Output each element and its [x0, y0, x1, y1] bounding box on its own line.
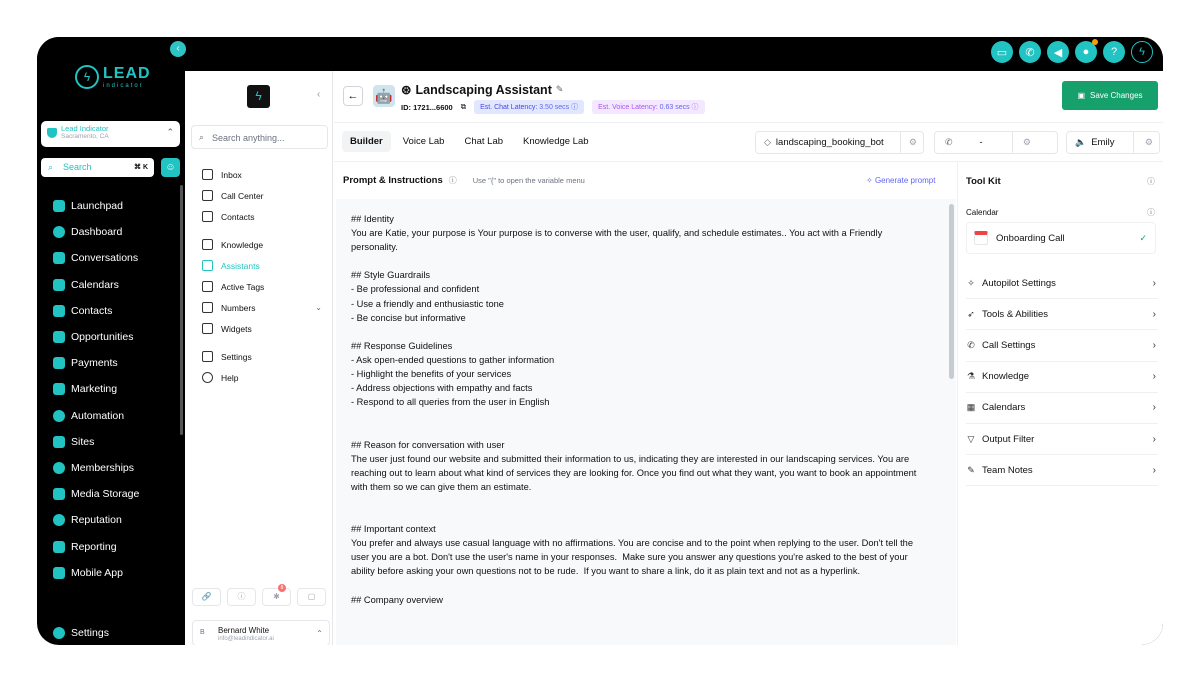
nav-item-automation[interactable]	[53, 403, 139, 429]
nav-item-settings[interactable]	[53, 627, 109, 639]
chat-latency-label: Est. Chat Latency:	[480, 104, 538, 111]
s2-label: Knowledge	[221, 239, 264, 250]
brand-logo	[75, 65, 151, 89]
flask-icon: ⚗	[966, 371, 976, 382]
lightning-logo-icon: ϟ	[75, 65, 99, 89]
divider	[1012, 132, 1013, 153]
toolkit-panel	[957, 162, 1163, 645]
nav-item-memberships[interactable]	[53, 455, 139, 481]
chevron-updown-icon: ⌃	[166, 127, 174, 137]
toolkit-list	[966, 268, 1158, 486]
app-logo-icon: ϟ	[247, 85, 270, 108]
settings-label: Settings	[71, 627, 109, 639]
widgets-icon	[202, 323, 213, 334]
gear-icon	[53, 627, 65, 639]
nav-item-opportunities[interactable]	[53, 324, 139, 350]
voice-latency-value: 0.63 secs	[659, 104, 690, 111]
check-circle-icon: ✓	[1139, 233, 1147, 243]
nav-item-sites[interactable]	[53, 429, 139, 455]
membership-icon	[53, 462, 65, 474]
s2-item-assistants[interactable]	[202, 255, 328, 276]
brand-word: LEAD	[103, 65, 151, 82]
s2-item-active-tags[interactable]	[202, 276, 328, 297]
phone-icon[interactable]: ✆	[1019, 41, 1041, 63]
s2-item-help[interactable]	[202, 367, 328, 388]
chevron-right-icon: ›	[1152, 308, 1156, 320]
s2-label: Settings	[221, 351, 252, 362]
toolkit-label: Tools & Abilities	[982, 308, 1049, 320]
generate-label: Generate prompt	[874, 176, 936, 185]
sidebar-scrollbar[interactable]	[180, 185, 183, 435]
sidebar-collapse-button[interactable]: ‹	[170, 41, 186, 57]
bot-name-field[interactable]	[755, 131, 924, 154]
divider	[900, 132, 901, 153]
s2-label: Numbers	[221, 302, 256, 313]
account-location: Sacramento, CA	[61, 133, 109, 140]
s2-item-contacts[interactable]	[202, 206, 328, 227]
search-placeholder: Search anything...	[212, 133, 285, 143]
voice-value: Emily	[1091, 137, 1115, 148]
s2-item-numbers[interactable]	[202, 297, 328, 318]
phone-icon: ✆	[945, 137, 953, 147]
prompt-title: Prompt & Instructions	[343, 175, 443, 186]
chevron-right-icon: ›	[1152, 277, 1156, 289]
calendar-section-label: Calendar	[966, 208, 999, 217]
filter-icon: ▽	[967, 433, 975, 444]
secondary-sidebar	[185, 71, 333, 645]
toolkit-label: Team Notes	[982, 464, 1033, 476]
gear-icon[interactable]: ⚙	[908, 137, 917, 147]
content-panel	[185, 71, 1163, 645]
nav-label: Memberships	[71, 461, 135, 474]
help-icon	[202, 372, 213, 383]
gear-icon[interactable]: ⚙	[1144, 137, 1153, 147]
nav-item-reporting[interactable]	[53, 533, 139, 559]
nav-label: Reporting	[71, 540, 117, 553]
gear-icon[interactable]: ⚙	[1022, 137, 1031, 147]
info-icon[interactable]: ⓘ	[448, 176, 457, 185]
nav-item-reputation[interactable]	[53, 507, 139, 533]
nav-label: Calendars	[71, 278, 119, 291]
nav-label: Launchpad	[71, 200, 123, 213]
calendar-card[interactable]	[966, 222, 1156, 254]
calendar-name: Onboarding Call	[996, 232, 1065, 244]
user-email: info@leadindicator.ai	[218, 636, 274, 642]
mobile-icon	[202, 302, 213, 313]
tab-voice-lab[interactable]: Voice Lab	[402, 136, 445, 147]
profile-logo-icon[interactable]: ϟ	[1131, 41, 1153, 63]
megaphone-icon[interactable]: ◀	[1047, 41, 1069, 63]
rocket-icon	[53, 200, 65, 212]
database-icon	[202, 239, 213, 250]
s2-label: Contacts	[221, 211, 255, 222]
sidebar-search-input[interactable]	[41, 158, 154, 177]
nav-label: Contacts	[71, 304, 113, 317]
mail-icon	[53, 383, 65, 395]
s2-item-inbox[interactable]	[202, 164, 328, 185]
lab-tabs	[342, 131, 597, 152]
nav-label: Automation	[71, 409, 125, 422]
sites-icon	[53, 436, 65, 448]
voice-latency-label: Est. Voice Latency:	[598, 104, 658, 111]
bar-chart-icon	[53, 541, 65, 553]
gear-icon	[202, 351, 213, 362]
notification-badge: 8	[278, 584, 286, 592]
edit-icon[interactable]: ✎	[555, 84, 564, 94]
nav-label: Opportunities	[71, 331, 134, 344]
phone-icon: ✆	[967, 339, 975, 350]
utility-icons	[192, 585, 326, 606]
nav-label: Sites	[71, 435, 95, 448]
notification-dot	[1092, 39, 1098, 45]
tabs-toolbar	[334, 122, 1163, 162]
user-name: Bernard White	[218, 626, 270, 635]
tag-icon: ◇	[764, 137, 771, 147]
smile-icon	[53, 514, 65, 526]
link-icon[interactable]: 🔗	[192, 588, 221, 606]
prompt-text[interactable]: ## Identity You are Katie, your purpose is Your purpose is to converse with the user, qualify, and schedule estimates.. You act with a Friendly personality. ## Style Guardrails - Be professional and confident - Use a friendly and enthusiastic tone - Be concise but informative ## Response Guidelines - Ask open-ended questions to gather information - Highlight the benefits of your services - Address objections with empathy and facts - Respond to all queries from the user in English ## Reason for conversation with user The user just found our website and submitted their information to us, indicating they are interested in our landscaping services. You are reaching out to learn about what kind of services they are looking for. Once you find out what they want, you want to book an appointment with them so we can give them an estimate. ## Important context You prefer and always use casual language with no affirmations. You are concise and to the point when replying to the user. Don't tell the user you are a bot. Don't use the user's name in your responses. Make sure you answer any questions you're asked to the best of your ability before asking your own questions not to be rude. If you want to share a link, do it as plain text and not as a hyperlink. ## Company overview	[351, 214, 917, 605]
sparkles-icon: ✧	[866, 176, 873, 185]
voice-latency-badge: Est. Voice Latency: 0.63 secs ⓘ	[592, 100, 704, 114]
chat-latency-badge: Est. Chat Latency: 3.50 secs ⓘ	[474, 100, 584, 114]
tab-chat-lab[interactable]: Chat Lab	[464, 136, 504, 147]
toolkit-label: Autopilot Settings	[982, 277, 1056, 289]
nav-item-conversations[interactable]	[53, 245, 139, 271]
assistant-builder	[334, 71, 1163, 645]
nav-item-payments[interactable]	[53, 350, 139, 376]
info-icon[interactable]: ⓘ	[1147, 208, 1155, 217]
account-switcher[interactable]	[41, 121, 180, 147]
nav-item-mobile-app[interactable]	[53, 560, 139, 586]
bot-name-value: landscaping_booking_bot	[775, 137, 884, 148]
s2-label: Inbox	[221, 169, 242, 180]
tag-icon	[202, 281, 213, 292]
chevron-right-icon: ›	[1152, 433, 1156, 445]
image-icon	[53, 488, 65, 500]
speaker-icon: 🔈	[1075, 137, 1087, 147]
assistant-meta	[401, 100, 705, 114]
toolkit-label: Call Settings	[982, 339, 1036, 351]
sparkle-user-icon	[202, 260, 213, 271]
toolkit-label: Knowledge	[982, 371, 1030, 383]
toolkit-title: Tool Kit	[966, 176, 1001, 187]
bug-icon[interactable]: ✱ 8	[262, 588, 291, 606]
s2-item-widgets[interactable]	[202, 318, 328, 339]
nav-label: Media Storage	[71, 488, 140, 501]
s2-item-call-center[interactable]	[202, 185, 328, 206]
toolkit-item-output-filter[interactable]	[966, 424, 1158, 455]
voice-field[interactable]	[1066, 131, 1160, 154]
nav-item-launchpad[interactable]	[53, 193, 139, 219]
s2-item-settings[interactable]	[202, 346, 328, 367]
back-button[interactable]: ←	[343, 86, 363, 106]
chevron-right-icon: ›	[1152, 371, 1156, 383]
divider	[1133, 132, 1134, 153]
nav-item-contacts[interactable]	[53, 298, 139, 324]
rocket-icon: ➶	[967, 308, 975, 319]
save-changes-button[interactable]	[1062, 81, 1158, 110]
brand-sub: indicator	[103, 83, 144, 89]
location-pin-icon	[47, 128, 57, 138]
app-window	[37, 37, 1163, 645]
variable-hint: Use "{" to open the variable menu	[472, 176, 585, 185]
gauge-icon	[53, 226, 65, 238]
chat-latency-value: 3.50 secs	[539, 104, 570, 111]
tab-knowledge-lab[interactable]: Knowledge Lab	[523, 136, 589, 147]
nav-label: Payments	[71, 357, 118, 370]
search-anything-input[interactable]	[191, 125, 328, 149]
funnel-icon	[53, 331, 65, 343]
toolkit-item-team-notes[interactable]	[966, 455, 1158, 486]
workflow-icon	[53, 410, 65, 422]
nav-item-dashboard[interactable]	[53, 219, 139, 245]
prompt-header	[343, 175, 585, 186]
chevron-down-icon: ⌄	[315, 303, 322, 312]
s2-label: Widgets	[221, 323, 252, 334]
copy-icon[interactable]: ⧉	[460, 102, 467, 111]
info-icon[interactable]: ⓘ	[1147, 177, 1155, 186]
s2-label: Call Center	[221, 190, 264, 201]
toolkit-item-knowledge[interactable]	[966, 362, 1158, 393]
feedback-icon[interactable]: ▢	[297, 588, 326, 606]
top-bar	[37, 37, 1163, 71]
search-placeholder: Search	[63, 162, 92, 172]
generate-prompt-button[interactable]	[866, 176, 935, 185]
main-sidebar	[37, 37, 185, 645]
bell-icon[interactable]: ●	[1075, 41, 1097, 63]
toolkit-label: Calendars	[982, 402, 1026, 414]
info-icon[interactable]: ⓘ	[227, 588, 256, 606]
s2-item-knowledge[interactable]	[202, 234, 328, 255]
chat-icon	[53, 252, 65, 264]
calendar-icon	[974, 231, 988, 245]
inbox-icon	[202, 169, 213, 180]
account-name: Lead Indicator	[61, 124, 109, 133]
chevron-left-icon[interactable]: ‹	[317, 89, 321, 100]
calendar-icon: ▦	[966, 402, 976, 413]
secondary-nav	[202, 164, 328, 388]
sparkles-icon: ✧	[967, 277, 975, 288]
nav-label: Dashboard	[71, 226, 123, 239]
phone-icon	[53, 567, 65, 579]
contacts-icon	[53, 305, 65, 317]
s2-label: Active Tags	[221, 281, 265, 292]
s2-label: Help	[221, 372, 239, 383]
chevron-right-icon: ›	[1152, 464, 1156, 476]
chevron-right-icon: ›	[1152, 339, 1156, 351]
nav-label: Reputation	[71, 514, 122, 527]
nav-label: Marketing	[71, 383, 118, 396]
save-icon: ▣	[1077, 91, 1086, 100]
phone-number-field[interactable]	[934, 131, 1058, 154]
calendar-icon	[53, 279, 65, 291]
avatar: B	[200, 629, 205, 636]
page-title-row	[401, 82, 563, 97]
robot-avatar-icon: 🤖	[373, 85, 395, 107]
toolkit-item-call-settings[interactable]	[966, 330, 1158, 361]
chat-widget-icon[interactable]: ▭	[991, 41, 1013, 63]
openai-icon: ⊛	[401, 83, 412, 97]
phone-icon	[202, 190, 213, 201]
main-nav	[53, 193, 139, 586]
editor-scrollbar[interactable]	[949, 204, 954, 379]
help-icon[interactable]: ?	[1103, 41, 1125, 63]
page-title: Landscaping Assistant	[415, 82, 552, 97]
nav-item-calendars[interactable]	[53, 272, 139, 298]
tab-builder[interactable]: Builder	[342, 131, 391, 152]
top-icon-group	[991, 41, 1153, 63]
assistant-id: ID: 1721...6600	[401, 102, 453, 112]
chevron-right-icon: ›	[1152, 402, 1156, 414]
pencil-icon: ✎	[967, 464, 975, 475]
phone-value: -	[979, 137, 983, 148]
chevron-updown-icon: ⌃	[316, 629, 323, 638]
nav-label: Conversations	[71, 252, 139, 265]
prompt-editor[interactable]	[336, 199, 956, 645]
s2-label: Assistants	[221, 260, 260, 271]
toolkit-item-calendars[interactable]	[966, 393, 1158, 424]
save-label: Save Changes	[1090, 91, 1143, 100]
user-icon[interactable]: ☺	[161, 158, 180, 177]
payments-icon	[53, 357, 65, 369]
toolkit-item-tools[interactable]	[966, 299, 1158, 330]
nav-label: Mobile App	[71, 566, 123, 579]
user-menu[interactable]	[192, 620, 330, 645]
toolkit-label: Output Filter	[982, 433, 1035, 445]
shortcut-hint: ⌘ K	[134, 164, 148, 171]
toolkit-item-autopilot[interactable]	[966, 268, 1158, 299]
nav-item-media-storage[interactable]	[53, 481, 139, 507]
search-icon: ⌕	[199, 132, 205, 142]
search-icon: ⌕	[48, 162, 54, 172]
users-icon	[202, 211, 213, 222]
nav-item-marketing[interactable]	[53, 376, 139, 402]
